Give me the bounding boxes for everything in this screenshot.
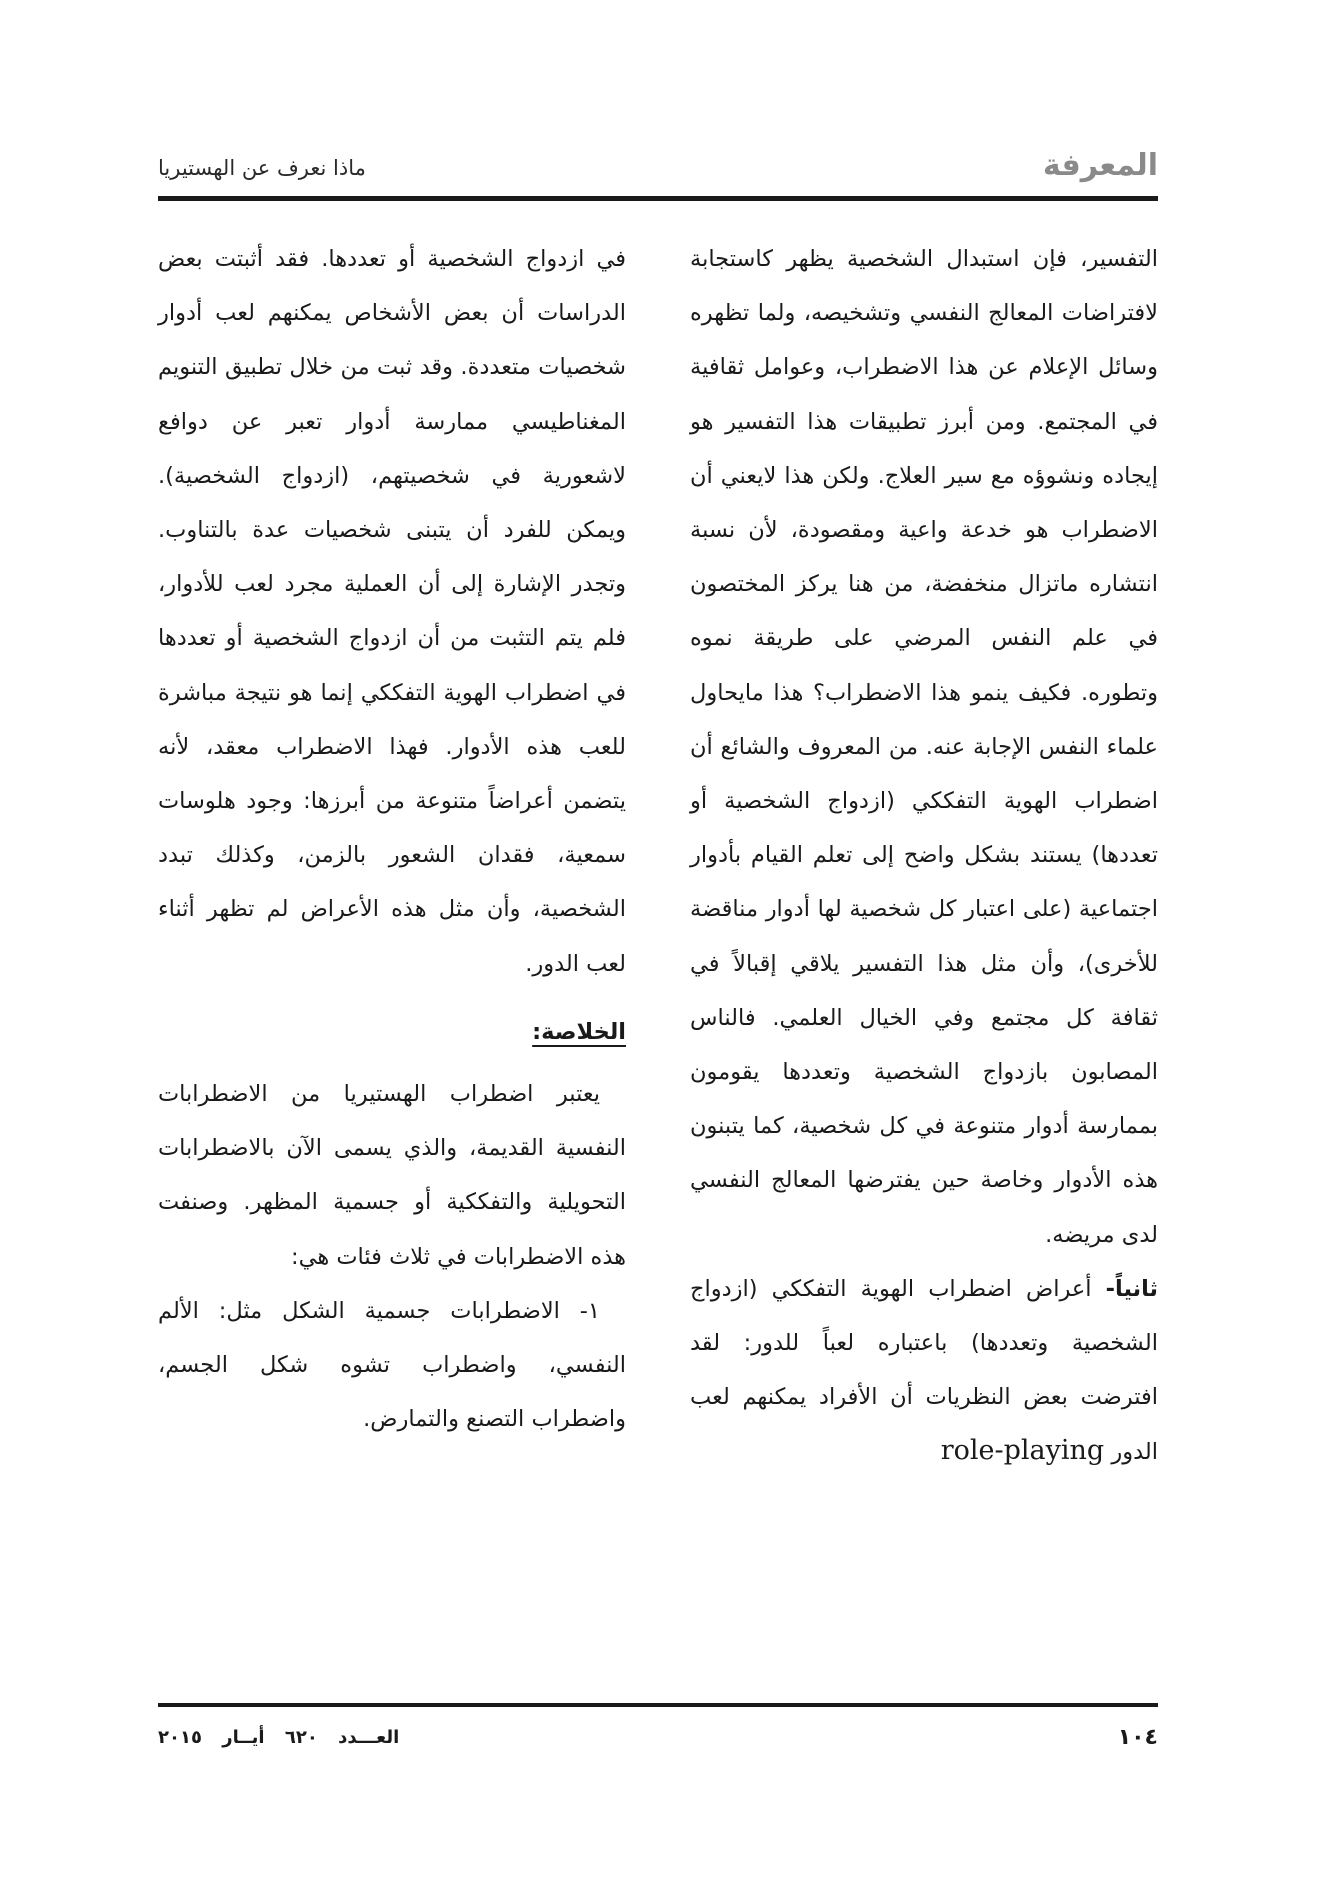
latin-term: role-playing <box>940 1435 1105 1467</box>
issue-info: العـــدد ٦٢٠ أيــار ٢٠١٥ <box>158 1727 400 1748</box>
paragraph-lead: ثانياً- <box>1105 1275 1158 1302</box>
left-column <box>158 232 626 1446</box>
right-column <box>690 232 1158 1480</box>
page-number: ١٠٤ <box>1117 1725 1158 1750</box>
magazine-logo: المعرفة <box>1042 148 1158 183</box>
paragraph: في ازدواج الشخصية أو تعددها. فقد أثبتت بعض الدراسات أن بعض الأشخاص يمكنهم لعب أدوار شخصيات متعددة. وقد ثبت من خلال تطبيق التنويم المغناطيسي ممارسة أدوار تعبر عن دوافع لاشعورية في شخصيتهم، (ازدواج الشخصية). ويمكن للفرد أن يتبنى شخصيات عدة بالتناوب. وتجدر الإشارة إلى أن العملية مجرد لعب للأدوار، فلم يتم التثبت من أن ازدواج الشخصية أو تعددها في اضطراب الهوية التفككي إنما هو نتيجة مباشرة للعب هذه الأدوار. فهذا الاضطراب معقد، لأنه يتضمن أعراضاً متنوعة من أبرزها: وجود هلوسات سمعية، فقدان الشعور بالزمن، وكذلك تبدد الشخصية، وأن مثل هذه الأعراض لم تظهر أثناء لعب الدور. <box>158 246 626 977</box>
running-title: ماذا نعرف عن الهستيريا <box>158 156 366 180</box>
header-rule <box>158 196 1158 201</box>
paragraph <box>690 1262 1158 1480</box>
footer-rule <box>158 1703 1158 1707</box>
paragraph: التفسير، فإن استبدال الشخصية يظهر كاستجابة لافتراضات المعالج النفسي وتشخيصه، ولما تظهره وسائل الإعلام عن هذا الاضطراب، وعوامل ثقافية في المجتمع. ومن أبرز تطبيقات هذا التفسير هو إيجاده ونشوؤه مع سير العلاج. ولكن هذا لايعني أن الاضطراب هو خدعة واعية ومقصودة، لأن نسبة انتشاره ماتزال منخفضة، من هنا يركز المختصون في علم النفس المرضي على طريقة نموه وتطوره. فكيف ينمو هذا الاضطراب؟ هذا مايحاول علماء النفس الإجابة عنه. من المعروف والشائع أن اضطراب الهوية التفككي (ازدواج الشخصية أو تعددها) يستند بشكل واضح إلى تعلم القيام بأدوار اجتماعية (على اعتبار كل شخصية لها أدوار مناقضة للأخرى)، وأن مثل هذا التفسير يلاقي إقبالاً في ثقافة كل مجتمع وفي الخيال العلمي. فالناس المصابون بازدواج الشخصية وتعددها يقومون بممارسة أدوار متنوعة في كل شخصية، كما يتبنون هذه الأدوار وخاصة حين يفترضها المعالج النفسي لدى مريضه. <box>690 246 1158 1248</box>
section-heading <box>158 1005 626 1059</box>
page-header <box>158 140 1158 192</box>
section-heading-text: الخلاصة: <box>532 1018 626 1045</box>
paragraph: يعتبر اضطراب الهستيريا من الاضطرابات النفسية القديمة، والذي يسمى الآن بالاضطرابات التحويلية والتفككية أو جسمية المظهر. وصنفت هذه الاضطرابات في ثلاث فئات هي: <box>158 1081 626 1270</box>
page-footer <box>158 1720 1158 1760</box>
paragraph-text: أعراض اضطراب الهوية التفككي (ازدواج الشخصية وتعددها) باعتباره لعباً للدور: لقد افترضت بعض النظريات أن الأفراد يمكنهم لعب الدور <box>690 1275 1158 1466</box>
list-item: ١- الاضطرابات جسمية الشكل مثل: الألم النفسي، واضطراب تشوه شكل الجسم، واضطراب التصنع والتمارض. <box>158 1297 626 1433</box>
